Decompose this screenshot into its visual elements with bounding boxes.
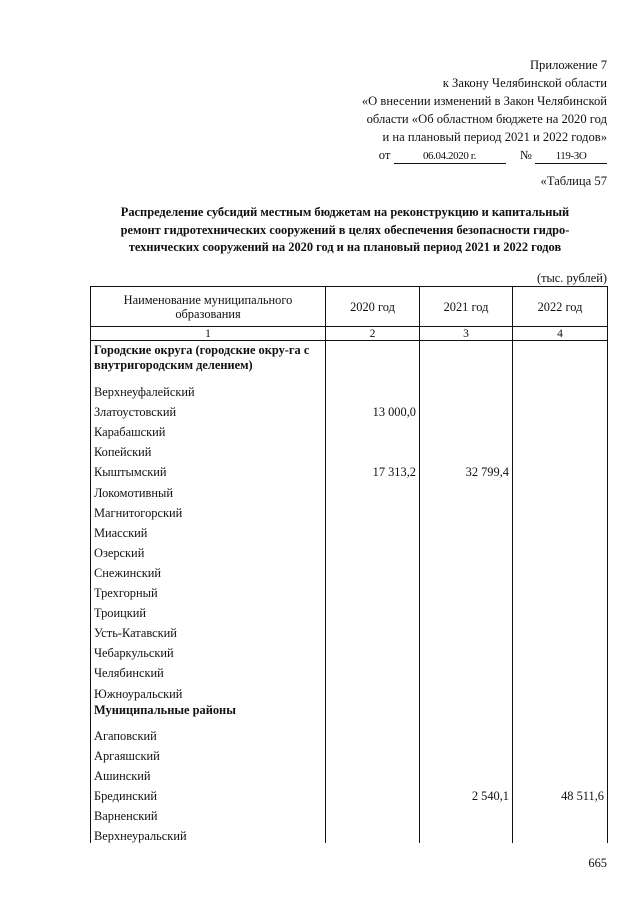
municipality-name: Муниципальные районы [91, 701, 326, 723]
value-2020 [326, 540, 420, 560]
municipality-name: Трехгорный [91, 580, 326, 600]
value-2021 [420, 419, 513, 439]
municipality-name: Городские округа (городские окру-га с внутригородским делением) [91, 341, 326, 380]
date-prefix: от [378, 148, 391, 162]
value-2020 [326, 600, 420, 620]
value-2022 [513, 439, 608, 459]
law-date: 06.04.2020 г. [394, 149, 506, 164]
municipality-name: Аргаяшский [91, 743, 326, 763]
law-date-line [307, 146, 607, 164]
appendix-line: области «Об областном бюджете на 2020 год [366, 112, 607, 126]
municipality-name: Карабашский [91, 419, 326, 439]
value-2020 [326, 823, 420, 843]
title-line: технических сооружений на 2020 год и на плановый период 2021 и 2022 годов [128, 240, 562, 254]
municipality-name: Челябинский [91, 660, 326, 680]
value-2020 [326, 580, 420, 600]
value-2021 [420, 620, 513, 640]
value-2021: 32 799,4 [420, 459, 513, 479]
value-2022 [513, 763, 608, 783]
municipality-name: Миасский [91, 520, 326, 540]
municipality-name: Верхнеуфалейский [91, 379, 326, 399]
value-2020 [326, 763, 420, 783]
value-2020 [326, 560, 420, 580]
value-2021 [420, 520, 513, 540]
value-2021 [420, 763, 513, 783]
number-prefix: № [519, 148, 532, 162]
appendix-line: «О внесении изменений в Закон Челябинской [361, 94, 607, 108]
value-2020: 13 000,0 [326, 399, 420, 419]
value-2021 [420, 399, 513, 419]
municipality-name: Южноуральский [91, 680, 326, 700]
value-2020 [326, 620, 420, 640]
value-2021 [420, 580, 513, 600]
column-index: 4 [513, 327, 608, 341]
table-row [91, 743, 608, 763]
value-2021 [420, 379, 513, 399]
value-2021 [420, 439, 513, 459]
table-group-row [91, 701, 608, 723]
table-row [91, 500, 608, 520]
value-2021 [420, 640, 513, 660]
column-header-2022: 2022 год [513, 287, 608, 327]
value-2021 [420, 680, 513, 700]
page-number: 665 [588, 856, 607, 870]
table-row [91, 459, 608, 479]
municipality-name: Агаповский [91, 723, 326, 743]
value-2022: 48 511,6 [513, 783, 608, 803]
municipality-name: Магнитогорский [91, 500, 326, 520]
value-2020 [326, 341, 420, 380]
value-2020 [326, 520, 420, 540]
table-row [91, 680, 608, 700]
table-row [91, 803, 608, 823]
value-2021 [420, 823, 513, 843]
value-2021 [420, 500, 513, 520]
value-2022 [513, 600, 608, 620]
table-row [91, 600, 608, 620]
value-2022 [513, 803, 608, 823]
column-index: 2 [326, 327, 420, 341]
value-2021: 2 540,1 [420, 783, 513, 803]
municipality-name: Варненский [91, 803, 326, 823]
table-row [91, 580, 608, 600]
table-row [91, 660, 608, 680]
table-row [91, 379, 608, 399]
value-2020 [326, 419, 420, 439]
municipality-name: Брединский [91, 783, 326, 803]
municipality-name: Копейский [91, 439, 326, 459]
municipality-name: Усть-Катавский [91, 620, 326, 640]
title-line: Распределение субсидий местным бюджетам на реконструкцию и капитальный [120, 205, 570, 219]
value-2022 [513, 560, 608, 580]
table-body [91, 341, 608, 844]
value-2020 [326, 783, 420, 803]
value-2021 [420, 660, 513, 680]
value-2022 [513, 620, 608, 640]
value-2020: 17 313,2 [326, 459, 420, 479]
table-row [91, 439, 608, 459]
value-2021 [420, 743, 513, 763]
value-2022 [513, 723, 608, 743]
municipality-name: Локомотивный [91, 479, 326, 499]
value-2022 [513, 660, 608, 680]
table-row [91, 640, 608, 660]
value-2022 [513, 823, 608, 843]
value-2022 [513, 680, 608, 700]
value-2020 [326, 723, 420, 743]
table-row [91, 520, 608, 540]
value-2021 [420, 803, 513, 823]
subsidy-table [90, 286, 608, 843]
table-row [91, 560, 608, 580]
value-2020 [326, 701, 420, 723]
appendix-header [307, 56, 607, 164]
table-number: «Таблица 57 [540, 174, 607, 188]
value-2022 [513, 580, 608, 600]
table-index-row [91, 327, 608, 341]
value-2021 [420, 723, 513, 743]
value-2022 [513, 379, 608, 399]
municipality-name: Озерский [91, 540, 326, 560]
table-row [91, 419, 608, 439]
value-2020 [326, 479, 420, 499]
municipality-name: Верхнеуральский [91, 823, 326, 843]
appendix-line: к Закону Челябинской области [442, 76, 607, 90]
table-row [91, 399, 608, 419]
value-2022 [513, 743, 608, 763]
value-2022 [513, 640, 608, 660]
value-2021 [420, 540, 513, 560]
value-2021 [420, 341, 513, 380]
table-row [91, 723, 608, 743]
table-row [91, 783, 608, 803]
value-2022 [513, 540, 608, 560]
column-header-2021: 2021 год [420, 287, 513, 327]
table-group-row [91, 341, 608, 380]
document-title [80, 204, 610, 257]
value-2022 [513, 520, 608, 540]
title-line: ремонт гидротехнических сооружений в целях обеспечения безопасности гидро- [120, 222, 570, 237]
municipality-name: Троицкий [91, 600, 326, 620]
value-2022 [513, 341, 608, 380]
table-row [91, 620, 608, 640]
table-row [91, 479, 608, 499]
table-header-row [91, 287, 608, 327]
value-2020 [326, 640, 420, 660]
municipality-name: Златоустовский [91, 399, 326, 419]
table-row [91, 540, 608, 560]
table-row [91, 823, 608, 843]
value-2021 [420, 560, 513, 580]
value-2020 [326, 680, 420, 700]
municipality-name: Снежинский [91, 560, 326, 580]
units-label: (тыс. рублей) [536, 271, 607, 285]
value-2022 [513, 479, 608, 499]
value-2021 [420, 701, 513, 723]
value-2022 [513, 459, 608, 479]
column-index: 1 [91, 327, 326, 341]
value-2020 [326, 803, 420, 823]
value-2020 [326, 439, 420, 459]
value-2020 [326, 500, 420, 520]
municipality-name: Чебаркульский [91, 640, 326, 660]
appendix-line: Приложение 7 [529, 58, 607, 72]
value-2020 [326, 379, 420, 399]
municipality-name: Кыштымский [91, 459, 326, 479]
appendix-line: и на плановый период 2021 и 2022 годов» [382, 130, 607, 144]
value-2021 [420, 479, 513, 499]
law-number: 119-ЗО [535, 149, 607, 164]
value-2022 [513, 500, 608, 520]
table-row [91, 763, 608, 783]
column-header-name: Наименование муниципального образования [91, 287, 326, 327]
value-2021 [420, 600, 513, 620]
value-2020 [326, 743, 420, 763]
value-2022 [513, 701, 608, 723]
column-index: 3 [420, 327, 513, 341]
value-2022 [513, 399, 608, 419]
municipality-name: Ашинский [91, 763, 326, 783]
value-2020 [326, 660, 420, 680]
value-2022 [513, 419, 608, 439]
column-header-2020: 2020 год [326, 287, 420, 327]
